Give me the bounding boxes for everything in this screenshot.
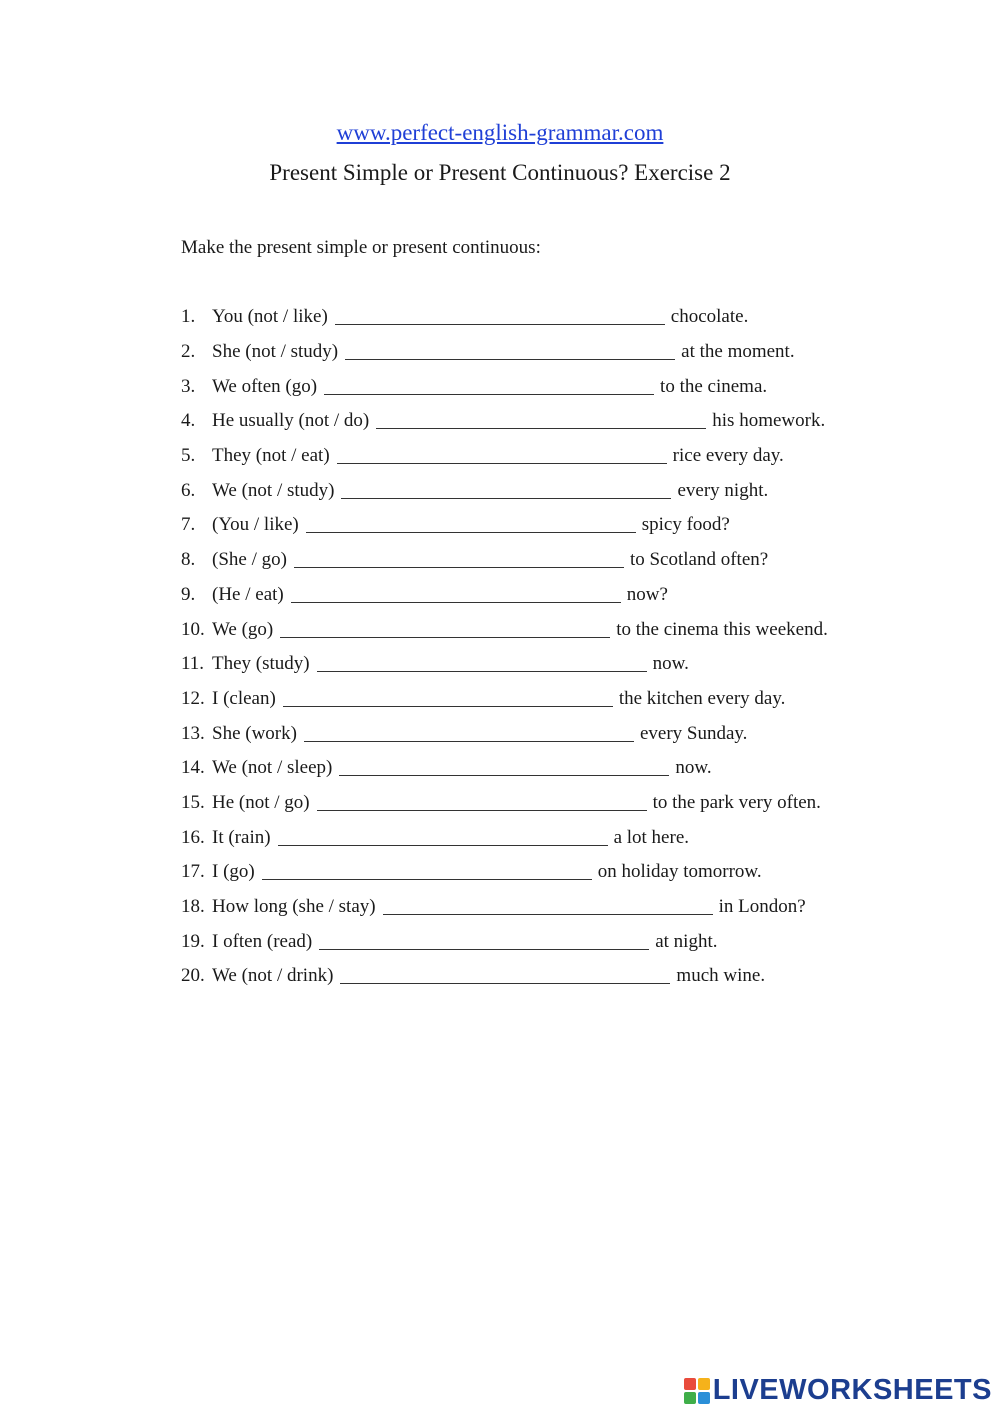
question-item [181,369,881,404]
question-item [181,751,881,786]
logo-tile [684,1378,696,1390]
question-number: 14. [181,757,205,779]
question-item [181,890,881,925]
question-prompt: We (not / drink) [212,965,334,987]
question-number: 3. [181,375,196,397]
question-prompt: You (not / like) [212,306,328,328]
question-ending: a lot here. [613,826,689,848]
answer-input[interactable] [340,964,670,984]
page-title: Present Simple or Present Continuous? Exercise 2 [269,160,731,185]
question-item [181,439,881,474]
question-ending: in London? [718,896,806,918]
answer-input[interactable] [278,826,608,846]
question-ending: at night. [655,930,718,952]
logo-tile [698,1392,710,1404]
brand-name: LIVEWORKSHEETS [712,1374,992,1406]
answer-input[interactable] [317,652,647,672]
question-item [181,335,881,370]
question-prompt: (You / like) [212,514,299,536]
question-item [181,647,881,682]
question-number: 18. [181,896,205,918]
question-number: 20. [181,965,205,987]
question-prompt: I (go) [212,861,255,883]
answer-input[interactable] [345,340,675,360]
answer-input[interactable] [319,930,649,950]
liveworksheets-logo [684,1374,992,1407]
instruction-text: Make the present simple or present continuous: [181,237,541,258]
question-number: 12. [181,687,205,709]
question-item [181,300,881,335]
question-item [181,820,881,855]
question-ending: now? [626,583,668,605]
question-prompt: I (clean) [212,687,276,709]
answer-input[interactable] [283,687,613,707]
question-item [181,959,881,994]
answer-input[interactable] [294,548,624,568]
question-item [181,855,881,890]
question-item [181,404,881,439]
question-number: 13. [181,722,205,744]
question-ending: to the park very often. [652,791,821,813]
question-prompt: We (go) [212,618,274,640]
answer-input[interactable] [335,305,665,325]
question-list [181,300,881,994]
answer-input[interactable] [317,791,647,811]
question-number: 4. [181,410,196,432]
question-number: 7. [181,514,196,536]
answer-input[interactable] [337,444,667,464]
answer-input[interactable] [324,375,654,395]
question-ending: chocolate. [670,306,749,328]
question-prompt: She (not / study) [212,341,339,363]
question-number: 5. [181,445,196,467]
question-number: 1. [181,306,196,328]
answer-input[interactable] [383,895,713,915]
question-prompt: They (study) [212,653,310,675]
question-ending: rice every day. [672,445,784,467]
question-ending: his homework. [712,410,826,432]
question-prompt: How long (she / stay) [212,896,376,918]
logo-tile [698,1378,710,1390]
liveworksheets-logo-icon [684,1378,710,1404]
question-ending: to the cinema this weekend. [616,618,828,640]
question-ending: every Sunday. [639,722,748,744]
question-prompt: He (not / go) [212,791,310,813]
answer-input[interactable] [339,756,669,776]
question-ending: on holiday tomorrow. [597,861,762,883]
answer-input[interactable] [306,513,636,533]
answer-input[interactable] [341,479,671,499]
question-prompt: (She / go) [212,549,287,571]
question-ending: every night. [677,479,769,501]
question-ending: at the moment. [681,341,795,363]
question-prompt: We often (go) [212,375,318,397]
question-prompt: (He / eat) [212,583,284,605]
site-link[interactable]: www.perfect-english-grammar.com [336,120,664,145]
question-ending: to Scotland often? [629,549,769,571]
question-item [181,508,881,543]
question-number: 9. [181,583,196,605]
question-number: 15. [181,791,205,813]
logo-tile [684,1392,696,1404]
question-number: 6. [181,479,196,501]
question-item [181,578,881,613]
answer-input[interactable] [376,409,706,429]
answer-input[interactable] [304,722,634,742]
answer-input[interactable] [291,583,621,603]
question-ending: to the cinema. [660,375,768,397]
question-item [181,543,881,578]
question-number: 16. [181,826,205,848]
question-prompt: I often (read) [212,930,313,952]
question-number: 2. [181,341,196,363]
question-item [181,786,881,821]
question-number: 10. [181,618,205,640]
question-prompt: It (rain) [212,826,271,848]
question-ending: the kitchen every day. [618,687,786,709]
question-number: 11. [181,653,205,675]
question-item [181,682,881,717]
question-prompt: We (not / sleep) [212,757,333,779]
question-number: 8. [181,549,196,571]
question-item [181,716,881,751]
question-prompt: They (not / eat) [212,445,330,467]
question-item [181,473,881,508]
question-ending: now. [675,757,712,779]
question-item [181,612,881,647]
answer-input[interactable] [262,860,592,880]
question-prompt: He usually (not / do) [212,410,370,432]
question-item [181,924,881,959]
question-prompt: We (not / study) [212,479,335,501]
question-ending: much wine. [676,965,766,987]
question-number: 19. [181,930,205,952]
question-prompt: She (work) [212,722,297,744]
question-ending: now. [652,653,689,675]
question-ending: spicy food? [641,514,730,536]
question-number: 17. [181,861,205,883]
answer-input[interactable] [280,618,610,638]
